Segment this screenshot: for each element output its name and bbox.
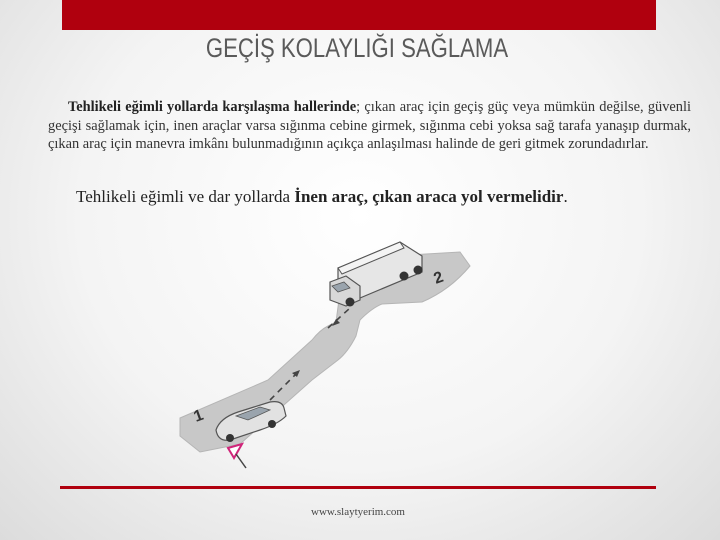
paragraph-2-lead: Tehlikeli eğimli ve dar yollarda	[76, 187, 295, 206]
paragraph-2-end: .	[563, 187, 568, 206]
paragraph-1	[48, 98, 691, 154]
warning-sign-icon	[228, 444, 246, 468]
paragraph-2	[76, 186, 696, 208]
slide-title: GEÇİŞ KOLAYLIĞI SAĞLAMA	[205, 33, 509, 63]
bottom-accent-line	[60, 486, 656, 489]
vehicle-label-1: 1	[191, 406, 206, 426]
footer-url: www.slaytyerim.com	[311, 506, 405, 518]
vehicle-label-2: 2	[431, 268, 446, 288]
paragraph-2-bold: İnen araç, çıkan araca yol vermelidir	[294, 187, 564, 206]
top-accent-bar	[62, 0, 656, 30]
paragraph-1-rest: ; çıkan araç için geçiş güç veya mümkün değilse, güvenli geçişi sağlamak için, inen araçlar varsa sığınma cebine girmek, sığınma cebi yoksa sağ tarafa yanaşıp durmak, çıkan araç için manevra imkânı bulunmadığının açıkça anlaşılması halinde de geri gitmek zorundadırlar.	[48, 99, 691, 152]
road-illustration	[160, 230, 480, 470]
paragraph-1-bold-lead: Tehlikeli eğimli yollarda karşılaşma hallerinde	[68, 99, 357, 115]
